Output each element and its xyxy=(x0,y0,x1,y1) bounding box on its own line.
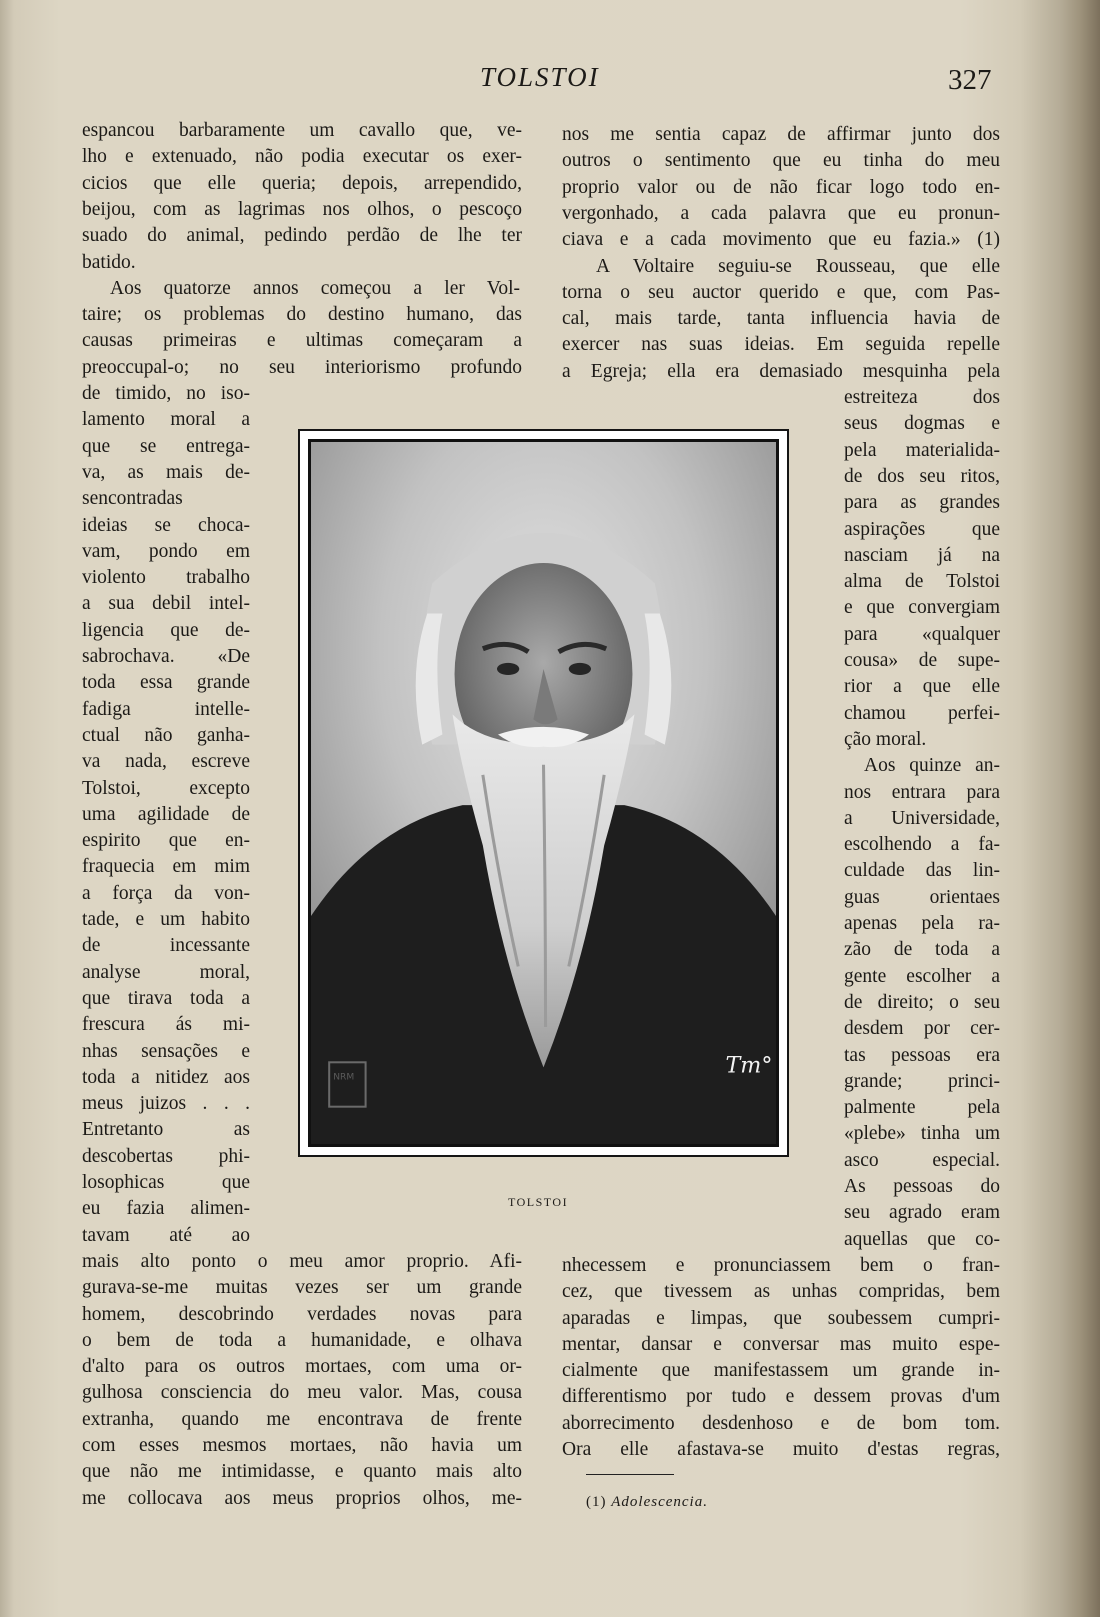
text-line: seus dogmas e xyxy=(844,413,1000,435)
text-line: seu agrado eram xyxy=(844,1202,1000,1224)
text-line: cez, que tivessem as unhas compridas, bem xyxy=(562,1281,1000,1303)
text-line: cialmente que manifestassem um grande in- xyxy=(562,1360,1000,1382)
text-line: guas orientaes xyxy=(844,886,1000,908)
text-line: asco especial. xyxy=(844,1149,1000,1171)
text-line: grande; princi- xyxy=(844,1070,1000,1092)
text-line: ctual não ganha- xyxy=(82,724,250,746)
text-line: pela materialida- xyxy=(844,439,1000,461)
text-line: com esses mesmos mortaes, não havia um xyxy=(82,1435,522,1456)
text-line: a Egreja; ella era demasiado mesquinha pela xyxy=(562,360,1000,382)
text-line: a sua debil intel- xyxy=(82,593,250,615)
text-line: differentismo por tudo e dessem provas d'um xyxy=(562,1386,1000,1408)
text-line: fraquecia em mim xyxy=(82,856,250,878)
text-line: ligencia que de- xyxy=(82,619,250,641)
text-line: para as grandes xyxy=(844,492,1000,514)
text-line: va, as mais de- xyxy=(82,461,250,483)
text-line: outros o sentimento que eu tinha do meu xyxy=(562,150,1000,172)
text-line: ideias se choca- xyxy=(82,514,250,536)
footnote xyxy=(586,1494,708,1511)
text-line: mais alto ponto o meu amor proprio. Afi- xyxy=(82,1250,522,1272)
text-line: estreiteza dos xyxy=(844,387,1000,408)
text-line: frescura ás mi- xyxy=(82,1014,250,1036)
text-line: Ora elle afastava-se muito d'estas regras, xyxy=(562,1439,1000,1460)
text-line: vergonhado, a cada palavra que eu pronun- xyxy=(562,202,1000,224)
text-line: de direito; o seu xyxy=(844,991,1000,1013)
text-line: que se entrega- xyxy=(82,435,250,457)
text-line: toda a nitidez aos xyxy=(82,1066,250,1088)
text-line: «plebe» tinha um xyxy=(844,1123,1000,1145)
text-line: que não me intimidasse, e quanto mais alto xyxy=(82,1461,522,1483)
text-line: escolhendo a fa- xyxy=(844,834,1000,856)
text-line: descobertas phi- xyxy=(82,1145,250,1167)
page-number: 327 xyxy=(948,64,992,96)
text-line: cousa» de supe- xyxy=(844,650,1000,671)
text-line: causas primeiras e ultimas começaram a xyxy=(82,330,522,352)
text-line: lho e extenuado, não podia executar os exer- xyxy=(82,146,522,168)
text-line: para «qualquer xyxy=(844,623,1000,645)
text-line: suado do animal, pedindo perdão de lhe ter xyxy=(82,225,522,247)
text-line: alma de Tolstoi xyxy=(844,571,1000,593)
text-line: batido. xyxy=(82,251,136,273)
text-line: aspirações que xyxy=(844,518,1000,540)
text-line: nos entrara para xyxy=(844,781,1000,803)
text-line: lamento moral a xyxy=(82,409,250,431)
text-line: proprio valor ou de não ficar logo todo en- xyxy=(562,176,1000,198)
running-header xyxy=(0,62,1100,98)
text-line: toda essa grande xyxy=(82,672,250,694)
text-line: eu fazia alimen- xyxy=(82,1198,250,1220)
photographer-stamp-text: NRM xyxy=(333,1072,355,1083)
text-line: tade, e um habito xyxy=(82,909,250,930)
text-line: a força da von- xyxy=(82,882,250,904)
text-line: de timido, no iso- xyxy=(82,383,250,404)
text-line: zão de toda a xyxy=(844,939,1000,961)
text-line: va nada, escreve xyxy=(82,751,250,773)
text-line: apenas pela ra- xyxy=(844,913,1000,934)
text-line: e que convergiam xyxy=(844,597,1000,619)
text-line: aparadas e limpas, que soubessem cumpri- xyxy=(562,1307,1000,1329)
text-line: culdade das lin- xyxy=(844,860,1000,882)
text-line: mentar, dansar e conversar mas muito espe- xyxy=(562,1333,1000,1355)
text-line: meus juizos . . . xyxy=(82,1093,250,1115)
text-line: desdem por cer- xyxy=(844,1018,1000,1040)
text-line: gente escolher a xyxy=(844,965,1000,987)
text-line: uma agilidade de xyxy=(82,803,250,825)
text-line: violento trabalho xyxy=(82,567,250,589)
text-line: Tolstoi, excepto xyxy=(82,777,250,799)
text-line: nhecessem e pronunciassem bem o fran- xyxy=(562,1254,1000,1276)
text-line: de dos seu ritos, xyxy=(844,465,1000,487)
tolstoi-portrait-figure xyxy=(298,429,789,1157)
text-line: nasciam já na xyxy=(844,544,1000,566)
text-line: fadiga intelle- xyxy=(82,698,250,720)
text-line: torna o seu auctor querido e que, com Pas- xyxy=(562,281,1000,303)
text-line: a Universidade, xyxy=(844,807,1000,829)
text-line: homem, descobrindo verdades novas para xyxy=(82,1303,522,1325)
text-line: beijou, com as lagrimas nos olhos, o pescoço xyxy=(82,198,522,220)
text-line: tas pessoas era xyxy=(844,1044,1000,1066)
text-line: sencontradas xyxy=(82,488,183,510)
text-line: analyse moral, xyxy=(82,961,250,983)
text-line: A Voltaire seguiu-se Rousseau, que elle xyxy=(596,255,1000,277)
footnote-rule xyxy=(586,1474,674,1475)
footnote-text: Adolescencia. xyxy=(611,1494,708,1510)
tolstoi-portrait-photo xyxy=(308,439,779,1147)
text-line: espirito que en- xyxy=(82,830,250,852)
text-line: palmente pela xyxy=(844,1097,1000,1119)
text-line: vam, pondo em xyxy=(82,540,250,562)
text-line: extranha, quando me encontrava de frente xyxy=(82,1408,522,1430)
text-line: Entretanto as xyxy=(82,1119,250,1141)
text-line: nos me sentia capaz de affirmar junto dos xyxy=(562,124,1000,145)
text-line: exercer nas suas ideias. Em seguida repelle xyxy=(562,334,1000,356)
text-line: Aos quinze an- xyxy=(864,755,1000,777)
text-line: preoccupal-o; no seu interiorismo profundo xyxy=(82,356,522,378)
text-line: nhas sensações e xyxy=(82,1040,250,1062)
text-line: losophicas que xyxy=(82,1172,250,1193)
text-line: chamou perfei- xyxy=(844,702,1000,724)
text-line: sabrochava. «De xyxy=(82,646,250,667)
text-line: ção moral. xyxy=(844,728,927,750)
text-line: rior a que elle xyxy=(844,676,1000,698)
portrait-illustration xyxy=(311,442,776,1144)
text-line: de incessante xyxy=(82,935,250,957)
text-line: o bem de toda a humanidade, e olhava xyxy=(82,1329,522,1351)
footnote-marker: (1) xyxy=(586,1494,607,1510)
text-line: taire; os problemas do destino humano, das xyxy=(82,304,522,326)
text-line: As pessoas do xyxy=(844,1176,1000,1197)
figure-caption: TOLSTOI xyxy=(508,1195,569,1209)
text-line: gulhosa consciencia do meu valor. Mas, cousa xyxy=(82,1382,522,1404)
text-line: gurava-se-me muitas vezes ser um grande xyxy=(82,1277,522,1299)
text-line: espancou barbaramente um cavallo que, ve- xyxy=(82,120,522,141)
text-line: cal, mais tarde, tanta influencia havia de xyxy=(562,308,1000,330)
text-line: ciava e a cada movimento que eu fazia.» (1) xyxy=(562,229,1000,251)
text-line: me collocava aos meus proprios olhos, me- xyxy=(82,1487,522,1509)
running-title: TOLSTOI xyxy=(480,62,600,92)
text-line: aborrecimento desdenhoso e de bom tom. xyxy=(562,1412,1000,1434)
text-line: Aos quatorze annos começou a ler Vol- xyxy=(110,277,520,299)
text-line: tavam até ao xyxy=(82,1224,250,1246)
text-line: cicios que elle queria; depois, arrependido, xyxy=(82,172,522,194)
text-line: d'alto para os outros mortaes, com uma or- xyxy=(82,1356,522,1378)
photographer-signature: Tm° xyxy=(725,1052,773,1079)
text-line: que tirava toda a xyxy=(82,987,250,1009)
text-line: aquellas que co- xyxy=(844,1228,1000,1250)
